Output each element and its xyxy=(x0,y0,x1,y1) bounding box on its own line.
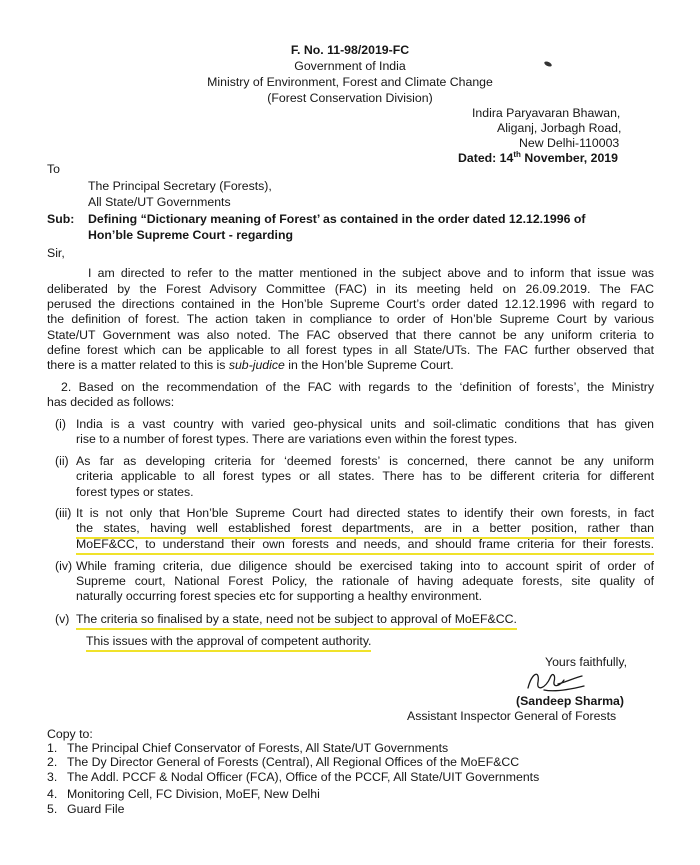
dated-line xyxy=(458,151,618,166)
subject-line-2: Hon’ble Supreme Court - regarding xyxy=(88,228,293,242)
copy-to-number: 3. xyxy=(47,770,58,784)
item-ii-line: criteria applicable to all forest types or all states. There has to be different criteria for different xyxy=(76,469,654,483)
file-number: F. No. 11-98/2019-FC xyxy=(290,43,410,57)
copy-to-number: 5. xyxy=(47,802,58,816)
address-line-2: Aliganj, Jorbagh Road, xyxy=(497,121,622,135)
address-line-3: New Delhi-110003 xyxy=(519,136,620,150)
signature-scribble xyxy=(524,668,588,696)
item-ii-line: forest types or states. xyxy=(76,485,194,499)
dated-label: Dated: 14 xyxy=(458,151,514,165)
copy-to-item: The Principal Chief Conservator of Forests, All State/UT Governments xyxy=(67,741,449,755)
item-v-highlighted-line: The criteria so finalised by a state, need not be subject to approval of MoEF&CC. xyxy=(76,612,517,630)
recipient-line-2: All State/UT Governments xyxy=(88,195,231,209)
para1-line: I am directed to refer to the matter mentioned in the subject above and to inform that issue was xyxy=(88,266,654,280)
dated-superscript: th xyxy=(513,149,521,159)
copy-to-number: 4. xyxy=(47,787,58,801)
item-v-number: (v) xyxy=(55,612,70,626)
copy-to-item: Monitoring Cell, FC Division, MoEF, New Delhi xyxy=(67,787,320,801)
approval-note: This issues with the approval of competent authority. xyxy=(86,634,371,652)
to-label: To xyxy=(47,162,60,176)
sub-judice-italic: sub-judice xyxy=(228,358,285,372)
recipient-line-1: The Principal Secretary (Forests), xyxy=(88,179,272,193)
para1-line: deliberated by the Forest Advisory Committee (FAC) in its meeting held on 26.09.2019. The FAC xyxy=(47,282,654,296)
division-line: (Forest Conservation Division) xyxy=(267,91,433,105)
closing: Yours faithfully, xyxy=(545,655,628,669)
item-i-line: India is a vast country with varied geo-physical units and soil-climatic conditions that has given xyxy=(76,417,654,431)
government-line: Government of India xyxy=(294,59,406,73)
salutation: Sir, xyxy=(47,246,65,260)
signatory-name: (Sandeep Sharma) xyxy=(516,694,624,708)
para1-last-line xyxy=(47,358,454,373)
item-iii-line: It is not only that Hon’ble Supreme Court had directed states to identify their own forests, in fact xyxy=(76,506,654,520)
item-ii-line: As far as developing criteria for ‘deemed forests’ is concerned, there cannot be any uniform xyxy=(76,454,654,468)
para2-line-2: has decided as follows: xyxy=(47,395,175,409)
para1-line: define forest which can be applicable to all forest types in all State/UTs. The FAC further observed that xyxy=(47,343,654,357)
item-iii-highlighted-line: the states, having well established forest departments, are in a better position, rather than xyxy=(76,521,654,539)
item-iv-line: naturally occurring forest species etc for supporting a healthy environment. xyxy=(76,589,483,603)
para1-text: there is a matter related to this is xyxy=(47,358,229,372)
item-i-line: rise to a number of forest types. There are variations even within the forest types. xyxy=(76,432,518,446)
copy-to-number: 1. xyxy=(47,741,58,755)
item-ii-number: (ii) xyxy=(55,454,69,468)
para1-text: in the Hon’ble Supreme Court. xyxy=(284,358,454,372)
copy-to-item: Guard File xyxy=(67,802,125,816)
para2-line-1: 2. Based on the recommendation of the FAC with regards to the ‘definition of forests’, the Ministry xyxy=(61,380,654,394)
signatory-designation: Assistant Inspector General of Forests xyxy=(407,709,617,723)
para1-line: State/UT Government was also noted. The FAC observed that there cannot be any uniform criteria to xyxy=(47,328,654,342)
item-iii-highlighted-line: MoEF&CC, to understand their own forests and needs, and should frame criteria for their forests. xyxy=(76,537,654,555)
para1-line: the definition of forest. The action taken in compliance to order of Hon’ble Supreme Court by various xyxy=(47,312,654,326)
item-iv-line: While framing criteria, due diligence should be exercised taking into to account spirit of order of xyxy=(76,559,654,573)
para1-line: perused the directions contained in the Hon’ble Supreme Court’s order dated 12.12.1996 with regard to xyxy=(47,297,654,311)
item-iii-number: (iii) xyxy=(55,506,72,520)
copy-to-item: The Dy Director General of Forests (Central), All Regional Offices of the MoEF&CC xyxy=(67,755,520,769)
item-iv-number: (iv) xyxy=(55,559,73,573)
item-iv-line: Supreme court, National Forest Policy, the rationale of having adequate forests, site quality of xyxy=(76,574,654,588)
address-line-1: Indira Paryavaran Bhawan, xyxy=(472,106,621,120)
dated-rest: November, 2019 xyxy=(520,151,618,165)
copy-to-label: Copy to: xyxy=(47,727,93,741)
subject-line-1: Defining “Dictionary meaning of Forest’ as contained in the order dated 12.12.1996 of xyxy=(88,212,586,226)
copy-to-item: The Addl. PCCF & Nodal Officer (FCA), Office of the PCCF, All State/UIT Governments xyxy=(67,770,540,784)
subject-label: Sub: xyxy=(47,212,75,226)
copy-to-number: 2. xyxy=(47,755,58,769)
ministry-line: Ministry of Environment, Forest and Climate Change xyxy=(207,75,493,89)
item-i-number: (i) xyxy=(55,417,66,431)
